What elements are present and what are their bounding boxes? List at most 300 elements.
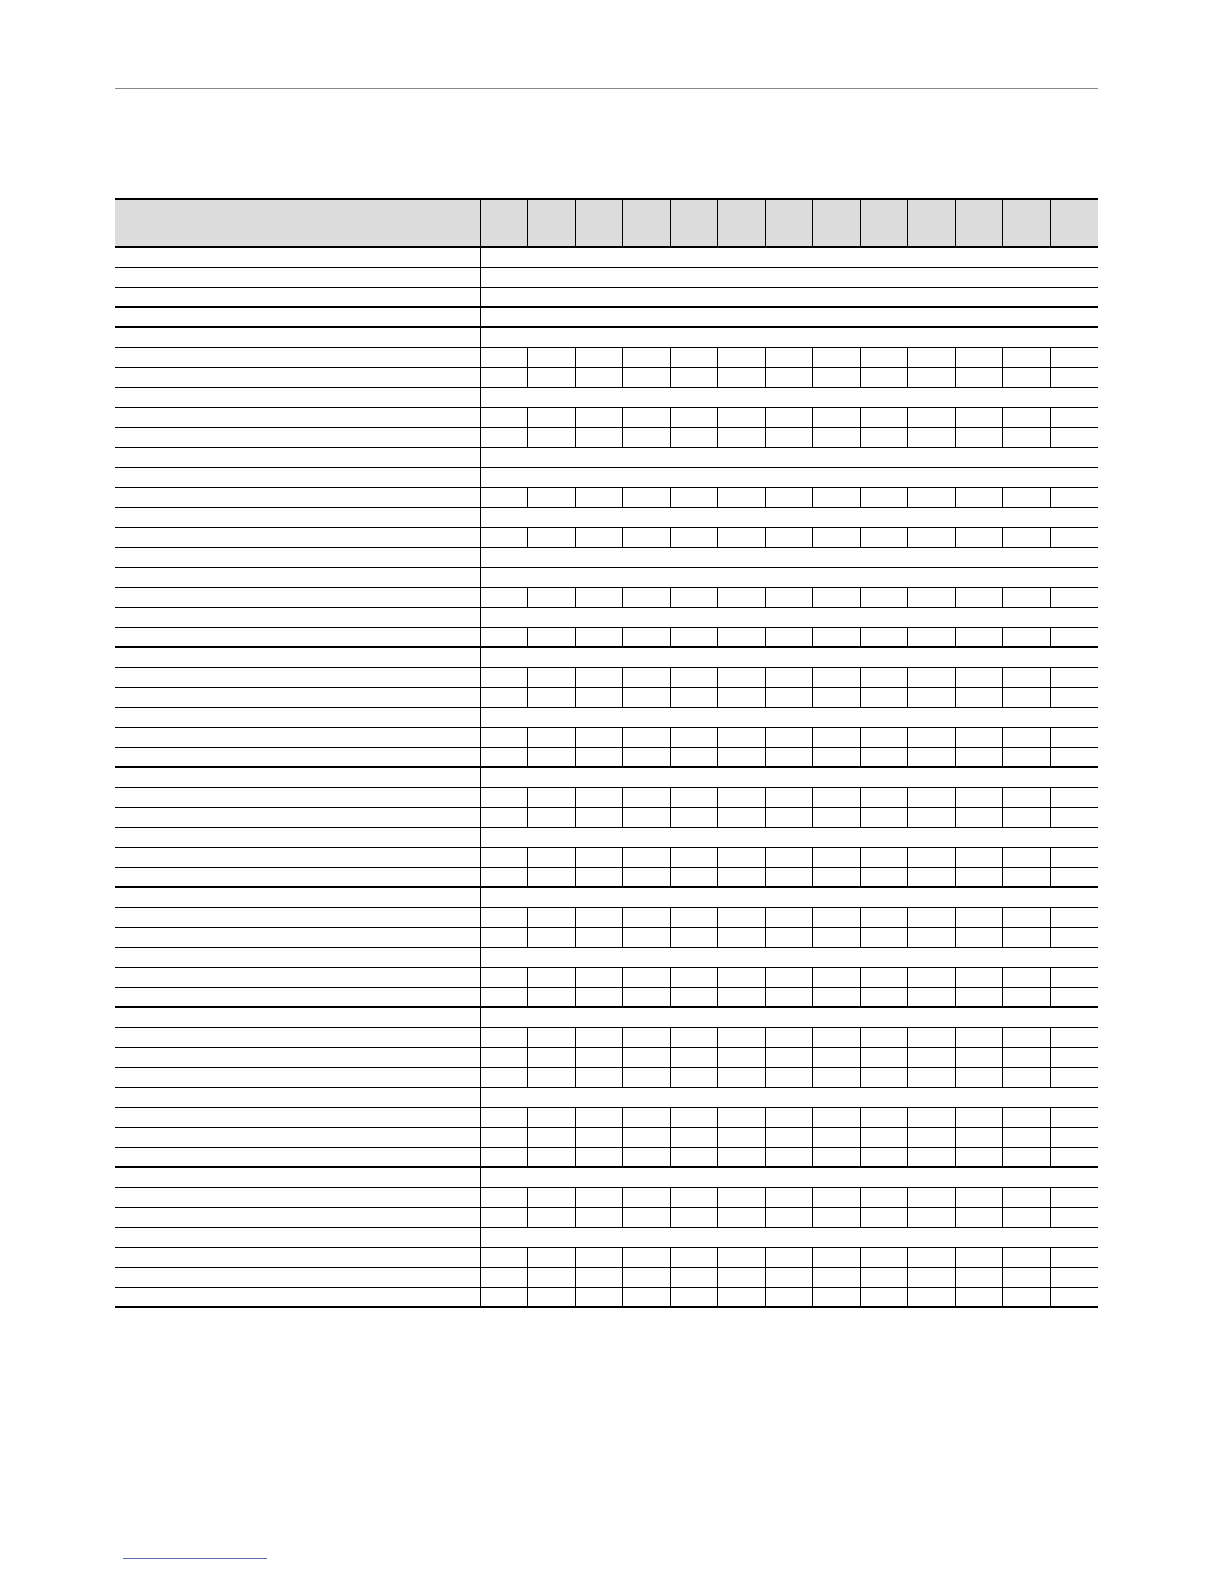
table-cell <box>860 1287 908 1307</box>
table-cell <box>813 587 861 607</box>
table-row <box>115 1247 1098 1267</box>
table-cell <box>718 1027 766 1047</box>
row-label <box>115 527 480 547</box>
table-cell <box>955 1107 1003 1127</box>
table-cell <box>480 847 528 867</box>
table-cell <box>813 727 861 747</box>
table-cell <box>1050 527 1098 547</box>
table-cell <box>718 427 766 447</box>
table-cell <box>860 787 908 807</box>
row-label <box>115 807 480 827</box>
table-cell <box>860 367 908 387</box>
table-cell <box>480 1027 528 1047</box>
table-cell <box>575 1147 623 1167</box>
section-heading-cell <box>480 707 1098 727</box>
table-cell <box>718 1047 766 1067</box>
table-cell <box>765 1127 813 1147</box>
table-cell <box>480 1207 528 1227</box>
table-cell <box>765 347 813 367</box>
table-cell <box>813 667 861 687</box>
table-cell <box>908 427 956 447</box>
table-cell <box>528 1247 576 1267</box>
table-cell <box>813 1207 861 1227</box>
row-label <box>115 927 480 947</box>
table-cell <box>623 747 671 767</box>
table-cell <box>955 1207 1003 1227</box>
table-cell <box>1050 787 1098 807</box>
table-row <box>115 587 1098 607</box>
row-label <box>115 1007 480 1027</box>
table-cell <box>480 1247 528 1267</box>
table-cell <box>908 787 956 807</box>
table-cell <box>765 1187 813 1207</box>
table-cell <box>813 847 861 867</box>
table-cell <box>575 907 623 927</box>
table-cell <box>955 1267 1003 1287</box>
table-cell <box>1050 1027 1098 1047</box>
table-cell <box>670 1107 718 1127</box>
table-cell <box>623 1047 671 1067</box>
table-cell <box>623 727 671 747</box>
section-heading-cell <box>480 307 1098 327</box>
table-cell <box>575 1207 623 1227</box>
table-row <box>115 847 1098 867</box>
table-cell <box>480 347 528 367</box>
table-row <box>115 1287 1098 1307</box>
table-cell <box>860 427 908 447</box>
table-cell <box>528 407 576 427</box>
table-row <box>115 667 1098 687</box>
table-row <box>115 487 1098 507</box>
table-cell <box>908 1147 956 1167</box>
table-cell <box>955 967 1003 987</box>
table-cell <box>1050 587 1098 607</box>
table-cell <box>718 927 766 947</box>
section-heading-cell <box>480 887 1098 907</box>
table-cell <box>480 1267 528 1287</box>
table-cell <box>670 347 718 367</box>
table-cell <box>860 1207 908 1227</box>
table-cell <box>528 367 576 387</box>
table-cell <box>908 907 956 927</box>
table-cell <box>480 1287 528 1307</box>
table-cell <box>718 747 766 767</box>
row-label <box>115 1127 480 1147</box>
table-cell <box>718 1067 766 1087</box>
row-label <box>115 767 480 787</box>
table-row <box>115 987 1098 1007</box>
table-cell <box>528 487 576 507</box>
table-cell <box>765 587 813 607</box>
table-cell <box>670 1287 718 1307</box>
table-cell <box>575 807 623 827</box>
row-label <box>115 447 480 467</box>
table-cell <box>718 1147 766 1167</box>
table-cell <box>528 587 576 607</box>
table-cell <box>813 1027 861 1047</box>
section-heading-cell <box>480 247 1098 267</box>
table-cell <box>670 587 718 607</box>
table-cell <box>575 687 623 707</box>
table-cell <box>670 847 718 867</box>
table-cell <box>1050 727 1098 747</box>
table-cell <box>955 1127 1003 1147</box>
table-cell <box>813 867 861 887</box>
table-row <box>115 747 1098 767</box>
table-cell <box>1003 347 1051 367</box>
table-cell <box>955 1287 1003 1307</box>
table-cell <box>860 667 908 687</box>
table-row <box>115 1067 1098 1087</box>
table-row <box>115 1207 1098 1227</box>
row-label <box>115 987 480 1007</box>
table-cell <box>575 1287 623 1307</box>
section-heading-cell <box>480 1007 1098 1027</box>
table-column-header <box>670 199 718 247</box>
table-cell <box>765 1287 813 1307</box>
table-column-header <box>480 199 528 247</box>
table-cell <box>623 587 671 607</box>
footnote-rule <box>123 1558 267 1559</box>
table-cell <box>575 1267 623 1287</box>
table-cell <box>1003 1247 1051 1267</box>
table-cell <box>860 727 908 747</box>
table-cell <box>1050 687 1098 707</box>
table-cell <box>623 627 671 647</box>
row-label <box>115 687 480 707</box>
table-cell <box>813 1267 861 1287</box>
table-cell <box>813 907 861 927</box>
table-cell <box>480 747 528 767</box>
table-cell <box>765 627 813 647</box>
table-cell <box>623 1027 671 1047</box>
table-cell <box>480 587 528 607</box>
table-cell <box>955 587 1003 607</box>
table-row <box>115 327 1098 347</box>
table-cell <box>860 1267 908 1287</box>
table-cell <box>528 1067 576 1087</box>
section-heading-cell <box>480 1227 1098 1247</box>
table-cell <box>718 1187 766 1207</box>
section-heading-cell <box>480 647 1098 667</box>
table-cell <box>718 867 766 887</box>
table-cell <box>1050 667 1098 687</box>
row-label <box>115 847 480 867</box>
table-cell <box>813 1127 861 1147</box>
table-cell <box>575 967 623 987</box>
table-cell <box>908 627 956 647</box>
table-cell <box>528 687 576 707</box>
table-cell <box>575 527 623 547</box>
table-cell <box>813 427 861 447</box>
table-cell <box>623 1067 671 1087</box>
table-cell <box>480 487 528 507</box>
table-cell <box>955 1187 1003 1207</box>
table-row <box>115 287 1098 307</box>
table-cell <box>908 1187 956 1207</box>
table-cell <box>670 427 718 447</box>
row-label <box>115 1167 480 1187</box>
row-label <box>115 1267 480 1287</box>
table-cell <box>575 927 623 947</box>
table-cell <box>765 927 813 947</box>
table-cell <box>623 687 671 707</box>
table-cell <box>955 667 1003 687</box>
table-cell <box>480 627 528 647</box>
table-row <box>115 347 1098 367</box>
table-cell <box>813 1187 861 1207</box>
table-cell <box>623 1147 671 1167</box>
table-cell <box>623 367 671 387</box>
table-row <box>115 427 1098 447</box>
table-cell <box>955 407 1003 427</box>
table-cell <box>528 1287 576 1307</box>
table-cell <box>908 347 956 367</box>
table-row <box>115 247 1098 267</box>
table-cell <box>670 747 718 767</box>
table-cell <box>480 1047 528 1067</box>
table-cell <box>623 1107 671 1127</box>
table-cell <box>480 1187 528 1207</box>
table-cell <box>718 847 766 867</box>
table-row <box>115 687 1098 707</box>
table-cell <box>528 807 576 827</box>
table-column-header <box>765 199 813 247</box>
table-cell <box>1003 967 1051 987</box>
table-cell <box>623 1207 671 1227</box>
table-cell <box>480 367 528 387</box>
table-cell <box>718 807 766 827</box>
table-cell <box>813 1147 861 1167</box>
table-cell <box>813 1107 861 1127</box>
table-cell <box>623 1247 671 1267</box>
table-cell <box>528 1207 576 1227</box>
table-row <box>115 367 1098 387</box>
row-label <box>115 547 480 567</box>
table-cell <box>528 667 576 687</box>
row-label <box>115 407 480 427</box>
table-cell <box>908 747 956 767</box>
table-cell <box>908 1047 956 1067</box>
table-cell <box>623 407 671 427</box>
table-cell <box>813 347 861 367</box>
table-cell <box>1003 1187 1051 1207</box>
table-cell <box>480 427 528 447</box>
table-cell <box>860 627 908 647</box>
table-cell <box>908 987 956 1007</box>
table-cell <box>813 967 861 987</box>
table-header-row <box>115 199 1098 247</box>
table-cell <box>670 867 718 887</box>
table-cell <box>670 1047 718 1067</box>
row-label <box>115 347 480 367</box>
row-label <box>115 567 480 587</box>
table-cell <box>1003 1067 1051 1087</box>
table-cell <box>480 687 528 707</box>
table-cell <box>623 1187 671 1207</box>
row-label <box>115 967 480 987</box>
table-cell <box>575 627 623 647</box>
table-cell <box>955 907 1003 927</box>
table-cell <box>528 987 576 1007</box>
table-cell <box>908 927 956 947</box>
table-row <box>115 647 1098 667</box>
row-label <box>115 487 480 507</box>
table-row <box>115 527 1098 547</box>
table-cell <box>765 987 813 1007</box>
row-label <box>115 1087 480 1107</box>
table-cell <box>718 1287 766 1307</box>
row-label <box>115 647 480 667</box>
table-cell <box>908 487 956 507</box>
table-cell <box>528 1047 576 1067</box>
table-cell <box>480 927 528 947</box>
table-cell <box>575 847 623 867</box>
table-cell <box>1003 1127 1051 1147</box>
section-heading-cell <box>480 287 1098 307</box>
table-cell <box>718 527 766 547</box>
table-cell <box>718 1107 766 1127</box>
table-cell <box>955 807 1003 827</box>
table-cell <box>670 687 718 707</box>
table-cell <box>765 367 813 387</box>
table-cell <box>908 847 956 867</box>
table-cell <box>813 1287 861 1307</box>
table-row <box>115 307 1098 327</box>
table-cell <box>1003 367 1051 387</box>
table-cell <box>528 347 576 367</box>
table-cell <box>765 687 813 707</box>
table-cell <box>860 927 908 947</box>
table-row <box>115 607 1098 627</box>
row-label <box>115 887 480 907</box>
table-cell <box>1050 987 1098 1007</box>
table-row <box>115 1227 1098 1247</box>
table-cell <box>1003 1047 1051 1067</box>
table-cell <box>955 687 1003 707</box>
table-cell <box>480 1147 528 1167</box>
table-cell <box>908 527 956 547</box>
table-cell <box>528 1127 576 1147</box>
row-label <box>115 627 480 647</box>
table-cell <box>1050 867 1098 887</box>
table-cell <box>623 987 671 1007</box>
table-cell <box>670 527 718 547</box>
table-row <box>115 447 1098 467</box>
table-row <box>115 727 1098 747</box>
table-cell <box>1050 1107 1098 1127</box>
table-cell <box>575 407 623 427</box>
table-cell <box>623 867 671 887</box>
section-heading-cell <box>480 767 1098 787</box>
table-cell <box>1003 587 1051 607</box>
row-label <box>115 467 480 487</box>
table-cell <box>575 867 623 887</box>
table-cell <box>860 1047 908 1067</box>
table-cell <box>765 847 813 867</box>
table-cell <box>718 987 766 1007</box>
table-cell <box>908 367 956 387</box>
table-cell <box>1050 1187 1098 1207</box>
table-cell <box>575 667 623 687</box>
table-cell <box>908 727 956 747</box>
row-label <box>115 707 480 727</box>
table-row <box>115 947 1098 967</box>
table-row <box>115 1127 1098 1147</box>
table-cell <box>813 787 861 807</box>
table-cell <box>718 687 766 707</box>
table-cell <box>955 847 1003 867</box>
table-row <box>115 1087 1098 1107</box>
table-cell <box>860 847 908 867</box>
table-cell <box>575 1067 623 1087</box>
table-cell <box>670 487 718 507</box>
section-heading-cell <box>480 1087 1098 1107</box>
table-cell <box>908 967 956 987</box>
table-row <box>115 1167 1098 1187</box>
table-body <box>115 247 1098 1307</box>
table-cell <box>1003 627 1051 647</box>
table-cell <box>765 747 813 767</box>
table-cell <box>670 907 718 927</box>
table-cell <box>718 667 766 687</box>
table-row <box>115 1007 1098 1027</box>
table-cell <box>955 927 1003 947</box>
table-cell <box>670 1267 718 1287</box>
table-cell <box>528 847 576 867</box>
table-row <box>115 467 1098 487</box>
table-cell <box>670 1187 718 1207</box>
section-heading-cell <box>480 567 1098 587</box>
table-cell <box>528 427 576 447</box>
table-cell <box>528 747 576 767</box>
table-cell <box>765 487 813 507</box>
table-cell <box>718 1207 766 1227</box>
table-cell <box>480 907 528 927</box>
table-cell <box>1003 787 1051 807</box>
row-label <box>115 787 480 807</box>
table-cell <box>813 527 861 547</box>
table-cell <box>908 1107 956 1127</box>
table-cell <box>813 987 861 1007</box>
table-row <box>115 967 1098 987</box>
table-column-header <box>813 199 861 247</box>
table-cell <box>1003 407 1051 427</box>
table-cell <box>860 967 908 987</box>
table-cell <box>670 367 718 387</box>
table-cell <box>718 1127 766 1147</box>
table-cell <box>813 927 861 947</box>
table-cell <box>480 727 528 747</box>
table-cell <box>575 1027 623 1047</box>
table-cell <box>765 787 813 807</box>
table-row <box>115 827 1098 847</box>
table-cell <box>1050 1147 1098 1167</box>
section-heading-cell <box>480 947 1098 967</box>
table-cell <box>718 487 766 507</box>
table-cell <box>575 367 623 387</box>
table-cell <box>765 407 813 427</box>
table-cell <box>1050 347 1098 367</box>
table-cell <box>908 1267 956 1287</box>
table-cell <box>1003 527 1051 547</box>
table-cell <box>908 1127 956 1147</box>
table-column-header <box>1003 199 1051 247</box>
table-cell <box>765 527 813 547</box>
table-cell <box>908 1207 956 1227</box>
table-row <box>115 787 1098 807</box>
table-cell <box>1050 1127 1098 1147</box>
